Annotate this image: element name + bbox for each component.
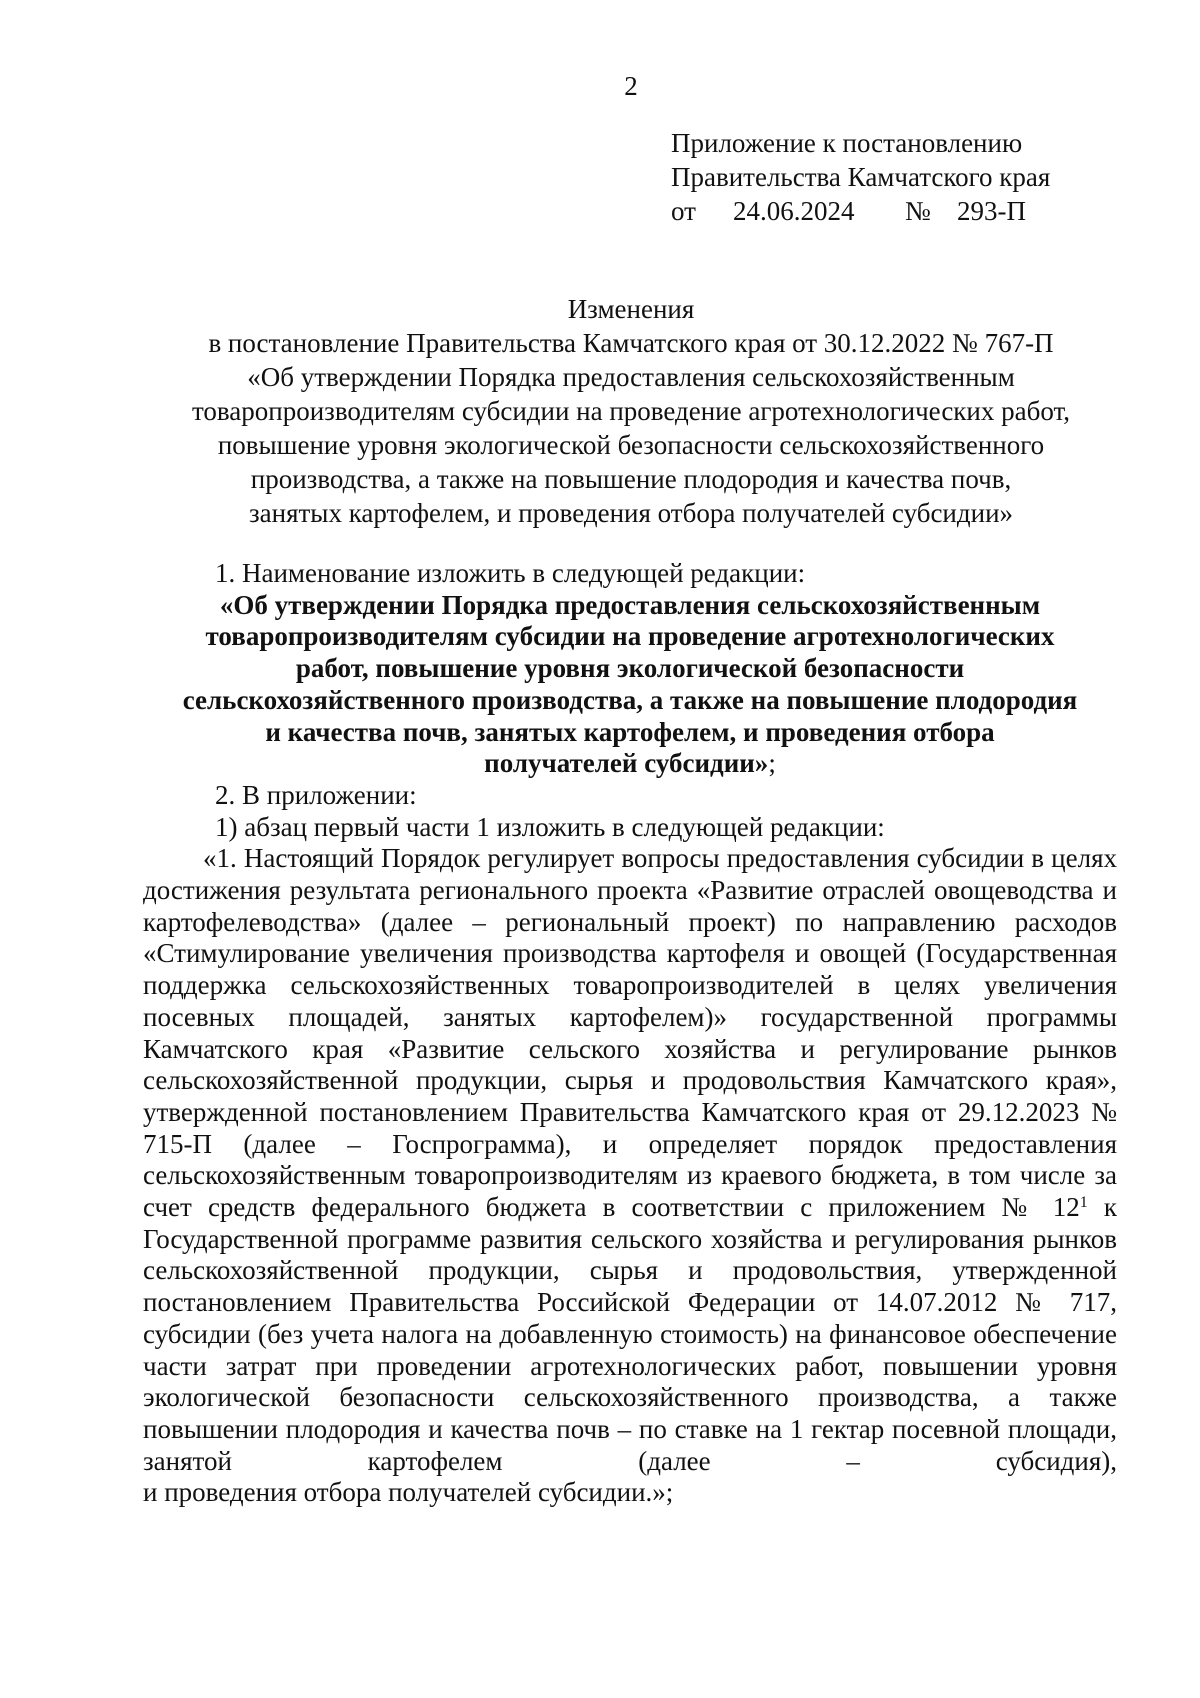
new-title-last-line [143,748,1117,780]
appendix-from-label: от [671,196,696,226]
heading-line: повышение уровня экологической безопасности сельскохозяйственного [217,430,1045,460]
heading-title: Изменения [567,294,695,324]
page-number: 2 [624,71,638,101]
item-2-text: 2. В приложении: [215,779,417,810]
heading-line: в постановление Правительства Камчатского края от 30.12.2022 № 767-П [208,328,1054,358]
superscript-1: 1 [1079,1194,1088,1212]
heading-line: «Об утверждении Порядка предоставления сельскохозяйственным [247,362,1015,392]
appendix-number: 293-П [957,196,1026,226]
heading-line: занятых картофелем, и проведения отбора получателей субсидии» [248,498,1014,528]
new-title-tail: ; [768,748,776,779]
new-title-line: и качества почв, занятых картофелем, и проведения отбора [265,716,995,747]
document-heading [0,292,1200,530]
quoted-paragraph-part-2: к Государственной программе развития сельского хозяйства и регулирования рынков сельскохозяйственной продукции, сырья и продовольствия, утвержденной постановлением Правительства Российской Федерации от 14.07.2012 № 717, субсидии (без учета налога на добавленную стоимость) на финансовое обеспечение части затрат при проведении агротехнологических работ, повышении уровня экологической безопасности сельскохозяйственного производства, а также повышении плодородия и качества почв – по ставке на 1 гектар посевной площади, занятой картофелем (далее – субсидия), [143,1192,1117,1476]
appendix-block [671,126,1050,228]
appendix-number-sign: № [905,196,931,226]
new-title-last-text: получателей субсидии» [484,748,769,779]
new-title-line: «Об утверждении Порядка предоставления сельскохозяйственным [219,589,1041,620]
quoted-paragraph-part-1: «1. Настоящий Порядок регулирует вопросы предоставления субсидии в целях достижения результата регионального проекта «Развитие отраслей овощеводства и картофелеводства» (далее – региональный проект) по направлению расходов «Стимулирование увеличения производства картофеля и овощей (Государственная поддержка сельскохозяйственных товаропроизводителей в целях увеличения посевных площадей, занятых картофелем)» государственной программы Камчатского края «Развитие сельского хозяйства и регулирование рынков сельскохозяйственной продукции, сырья и продовольствия Камчатского края», утвержденной постановлением Правительства Камчатского края от 29.12.2023 № 715-П (далее – Госпрограмма), и определяет порядок предоставления сельскохозяйственным товаропроизводителям из краевого бюджета, в том числе за счет средств федерального бюджета в соответствии с приложением № 12 [143,843,1117,1223]
appendix-date: 24.06.2024 [733,196,855,226]
new-title-line: товаропроизводителям субсидии на проведение агротехнологических [205,621,1055,652]
heading-line: товаропроизводителям субсидии на проведение агротехнологических работ, [191,396,1071,426]
item-1-new-title [143,590,1117,780]
document-body [143,558,1117,1509]
new-title-line: сельскохозяйственного производства, а также на повышение плодородия [182,684,1078,715]
appendix-line-2: Правительства Камчатского края [671,162,1051,192]
appendix-line-1: Приложение к постановлению [671,128,1023,158]
quoted-paragraph-last-line: и проведения отбора получателей субсидии.»; [143,1477,674,1508]
new-title-line: работ, повышение уровня экологической безопасности [295,653,965,684]
appendix-date-row [671,194,1050,228]
item-1-text: 1. Наименование изложить в следующей редакции: [215,558,806,588]
quoted-paragraph [143,843,1117,1477]
heading-line: производства, а также на повышение плодородия и качества почв, [250,464,1012,494]
item-2-sub-1: 1) абзац первый части 1 изложить в следующей редакции: [215,811,885,842]
